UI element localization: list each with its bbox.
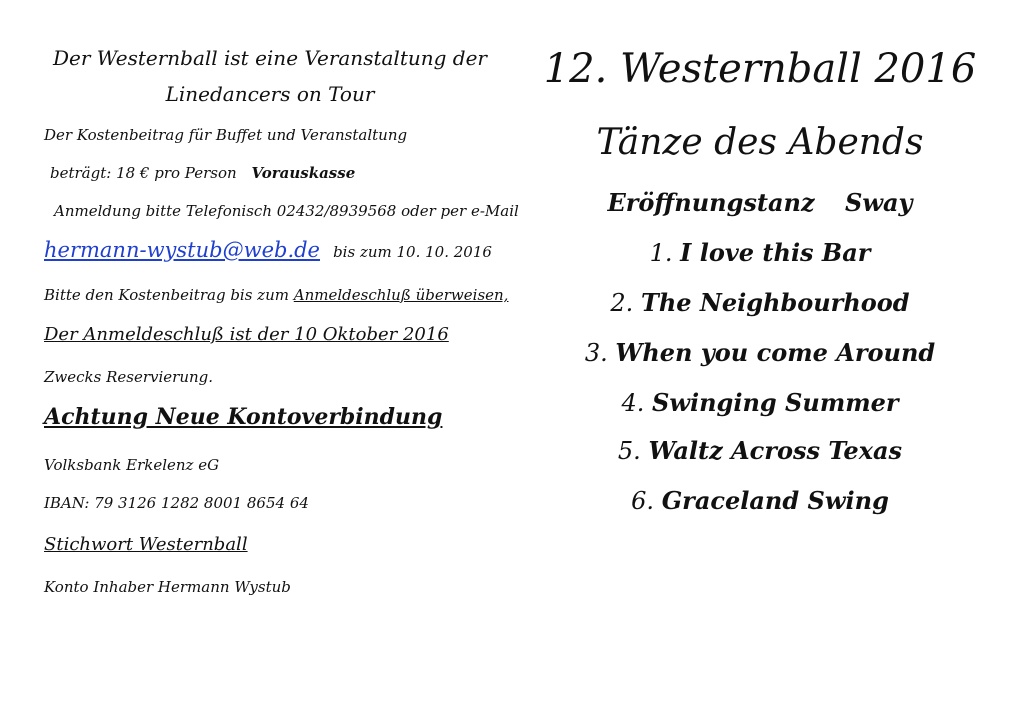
dance-number: 4. — [621, 389, 645, 417]
dance-name: I love this Bar — [680, 238, 871, 267]
cost-amount: beträgt: 18 € pro Person — [50, 164, 237, 182]
prepayment-label: Vorauskasse — [251, 164, 356, 182]
opening-dance — [512, 188, 1008, 217]
dance-item — [512, 388, 1008, 417]
dance-name: Graceland Swing — [661, 486, 889, 515]
account-holder: Konto Inhaber Hermann Wystub — [44, 578, 291, 596]
reservation-note: Zwecks Reservierung. — [44, 368, 214, 386]
dance-number: 3. — [584, 339, 608, 367]
dance-number: 6. — [631, 487, 655, 515]
dance-number: 1. — [649, 239, 673, 267]
transfer-prefix: Bitte den Kostenbeitrag bis zum — [44, 286, 289, 304]
dance-name: Swinging Summer — [652, 388, 899, 417]
dance-number: 2. — [610, 289, 634, 317]
payment-keyword: Stichwort Westernball — [44, 534, 248, 555]
opening-dance-name: Sway — [845, 188, 913, 217]
opening-label: Eröffnungstanz — [607, 188, 815, 217]
page-title: 12. Westernball 2016 — [543, 46, 977, 92]
dance-name: Waltz Across Texas — [648, 436, 903, 465]
cost-line-1: Der Kostenbeitrag für Buffet und Veranstaltung — [44, 126, 408, 144]
account-heading: Achtung Neue Kontoverbindung — [44, 404, 443, 430]
registration-info: Anmeldung bitte Telefonisch 02432/8939568 oder per e-Mail — [54, 202, 519, 220]
dance-item — [512, 486, 1008, 515]
intro-line-2: Linedancers on Tour — [165, 82, 375, 106]
dance-item — [512, 288, 1008, 317]
transfer-note — [44, 286, 508, 304]
page-subtitle: Tänze des Abends — [596, 122, 924, 163]
cost-line-2 — [50, 164, 355, 182]
iban: IBAN: 79 3126 1282 8001 8654 64 — [44, 494, 309, 512]
bank-name: Volksbank Erkelenz eG — [44, 456, 220, 474]
email-link[interactable]: hermann-wystub@web.de — [44, 238, 320, 262]
dance-name: The Neighbourhood — [640, 288, 910, 317]
dance-item — [512, 338, 1008, 367]
registration-deadline: bis zum 10. 10. 2016 — [333, 243, 492, 261]
dance-name: When you come Around — [615, 338, 936, 367]
dance-item — [512, 238, 1008, 267]
deadline-notice: Der Anmeldeschluß ist der 10 Oktober 2016 — [44, 324, 449, 345]
email-row — [44, 238, 492, 262]
program-column — [512, 0, 1024, 724]
intro-line-1: Der Westernball ist eine Veranstaltung der — [53, 46, 487, 70]
dance-item — [512, 436, 1008, 465]
transfer-deadline: Anmeldeschluß überweisen, — [293, 286, 509, 304]
dance-number: 5. — [617, 437, 641, 465]
